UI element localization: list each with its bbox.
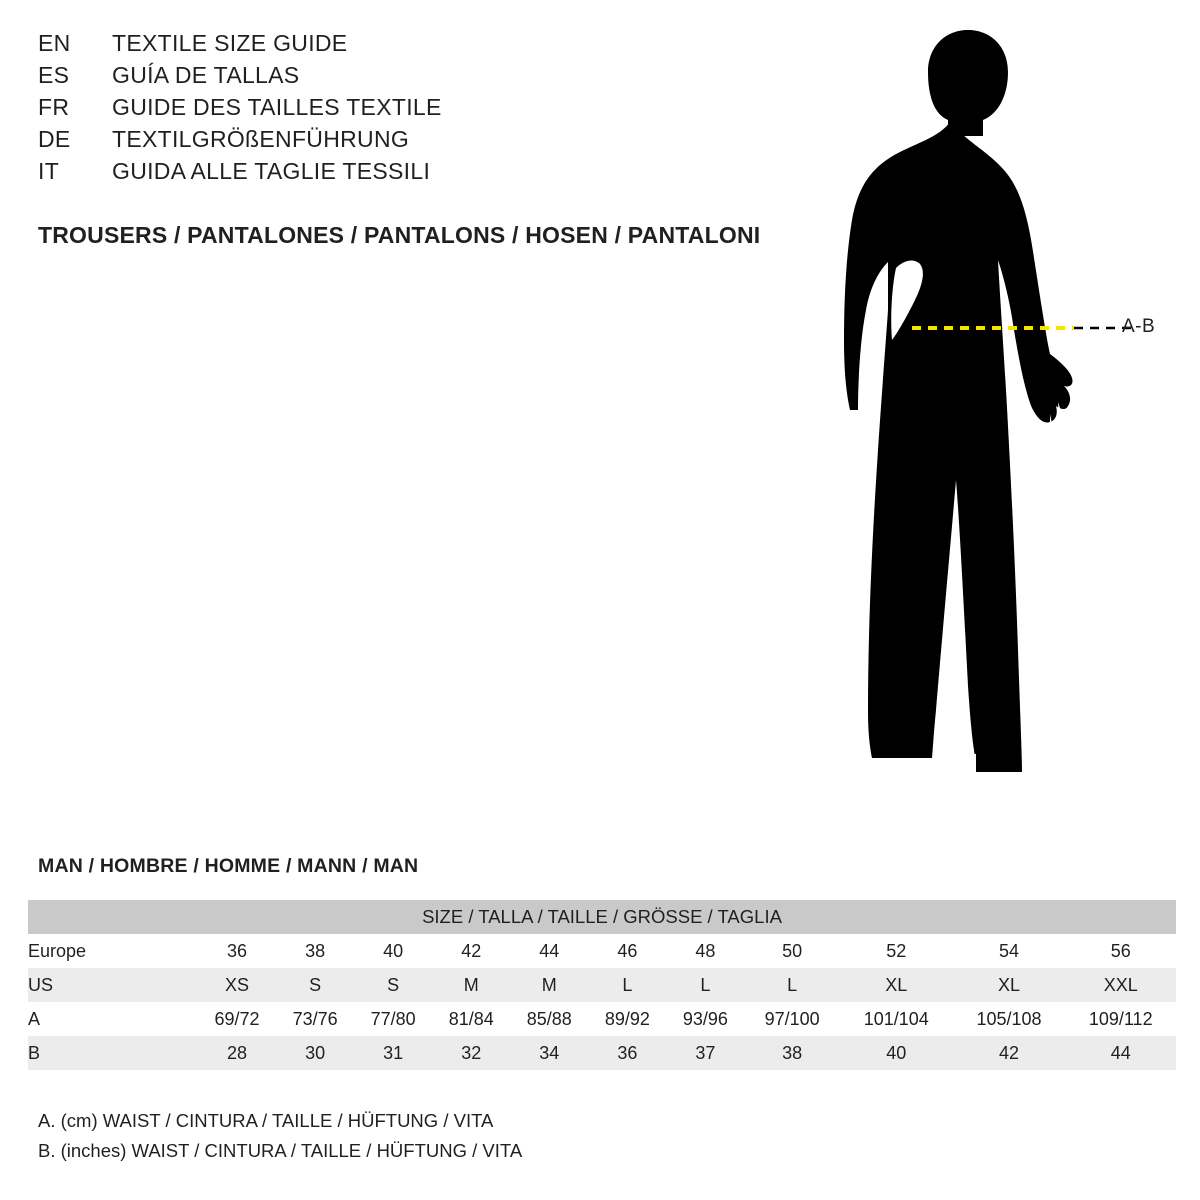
row-label: Europe [28,934,198,968]
language-row [38,30,798,62]
language-code: IT [38,158,60,184]
table-row [28,1002,1176,1036]
cell: 30 [276,1036,354,1070]
cell: 40 [354,934,432,968]
cell: 28 [198,1036,276,1070]
table-row [28,1036,1176,1070]
table-caption-man: MAN / HOMBRE / HOMME / MANN / MAN [38,855,419,877]
cell: 73/76 [276,1002,354,1036]
cell: XS [198,968,276,1002]
cell: 44 [1065,1036,1176,1070]
cell: M [432,968,510,1002]
cell: 34 [510,1036,588,1070]
table-row [28,934,1176,968]
row-label: US [28,968,198,1002]
model-silhouette-figure [800,10,1200,800]
cell: S [354,968,432,1002]
language-row [38,126,798,158]
cell: L [666,968,744,1002]
cell: M [510,968,588,1002]
cell: 38 [276,934,354,968]
cell: 42 [432,934,510,968]
cell: 81/84 [432,1002,510,1036]
language-row [38,158,798,190]
cell: XL [840,968,953,1002]
table-header-label: SIZE / TALLA / TAILLE / GRÖSSE / TAGLIA [28,900,1176,934]
cell: 36 [198,934,276,968]
row-label: A [28,1002,198,1036]
measure-label-ab: A-B [1122,316,1156,337]
cell: 38 [744,1036,839,1070]
footnotes [38,1106,522,1166]
cell: 109/112 [1065,1002,1176,1036]
language-row [38,62,798,94]
row-label: B [28,1036,198,1070]
language-title: TEXTILE SIZE GUIDE [112,30,348,56]
language-code: FR [38,94,70,120]
language-title: TEXTILGRÖßENFÜHRUNG [112,126,410,152]
cell: 97/100 [744,1002,839,1036]
table-header-row [28,900,1176,934]
cell: 48 [666,934,744,968]
language-row [38,94,798,126]
cell: 52 [840,934,953,968]
cell: 46 [588,934,666,968]
cell: 54 [953,934,1066,968]
language-title: GUIDA ALLE TAGLIE TESSILI [112,158,431,184]
cell: 50 [744,934,839,968]
cell: 69/72 [198,1002,276,1036]
cell: S [276,968,354,1002]
footnote-a: A. (cm) WAIST / CINTURA / TAILLE / HÜFTUNG / VITA [38,1110,494,1131]
cell: XXL [1065,968,1176,1002]
cell: 89/92 [588,1002,666,1036]
cell: 105/108 [953,1002,1066,1036]
language-code: ES [38,62,70,88]
language-code: EN [38,30,71,56]
garment-type-heading: TROUSERS / PANTALONES / PANTALONS / HOSEN / PANTALONI [38,222,761,248]
cell: 40 [840,1036,953,1070]
cell: 85/88 [510,1002,588,1036]
cell: 32 [432,1036,510,1070]
cell: 37 [666,1036,744,1070]
cell: 31 [354,1036,432,1070]
cell: 101/104 [840,1002,953,1036]
table-row [28,968,1176,1002]
cell: XL [953,968,1066,1002]
size-table [28,900,1176,1070]
cell: 77/80 [354,1002,432,1036]
cell: L [588,968,666,1002]
language-header-block [38,30,798,190]
cell: 93/96 [666,1002,744,1036]
language-title: GUÍA DE TALLAS [112,62,300,88]
cell: 36 [588,1036,666,1070]
cell: 44 [510,934,588,968]
language-code: DE [38,126,71,152]
language-title: GUIDE DES TAILLES TEXTILE [112,94,442,120]
cell: L [744,968,839,1002]
cell: 56 [1065,934,1176,968]
cell: 42 [953,1036,1066,1070]
silhouette-shape [844,30,1073,772]
footnote-b: B. (inches) WAIST / CINTURA / TAILLE / HÜFTUNG / VITA [38,1140,523,1161]
